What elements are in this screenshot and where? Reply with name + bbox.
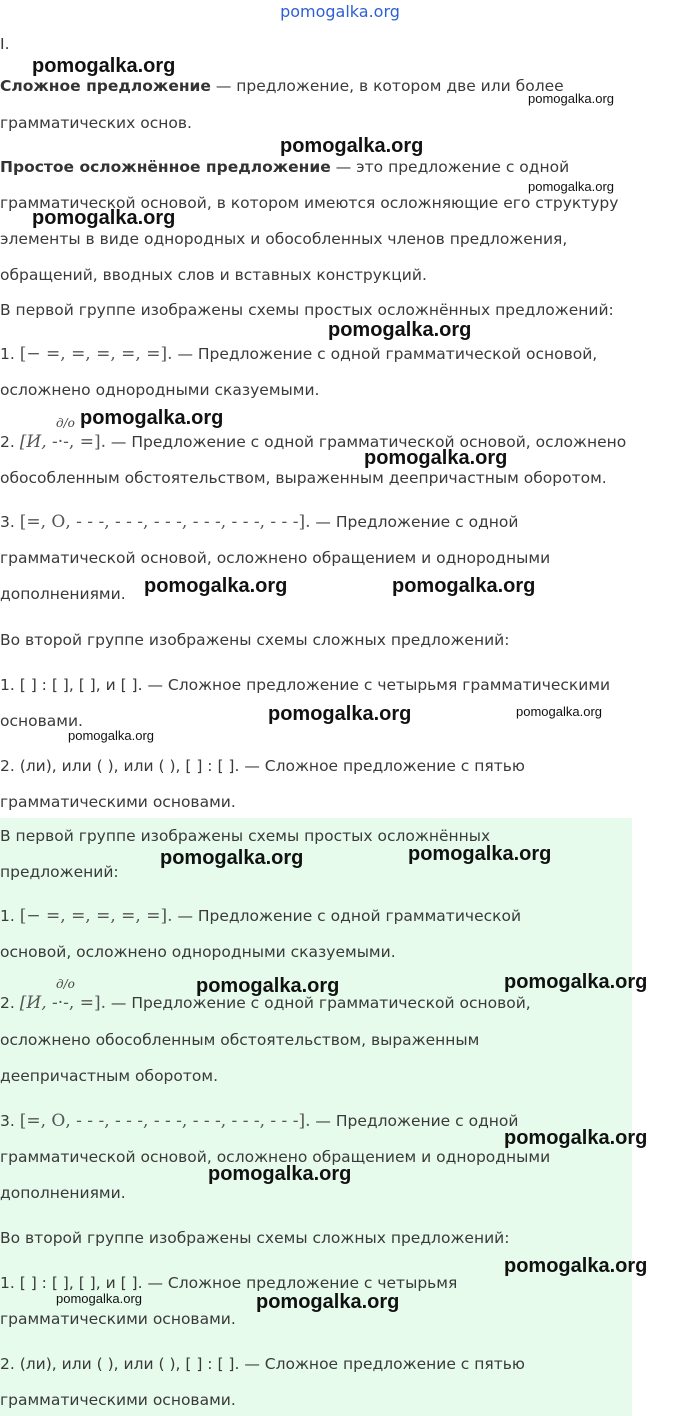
watermark: pomogalka.org <box>364 447 508 469</box>
watermark-small: pomogalka.org <box>528 91 614 106</box>
item-line: грамматическими основами. <box>0 1391 236 1409</box>
group2-intro: Во второй группе изображены схемы сложных предложений: <box>0 631 510 649</box>
scheme-superscript: д/о <box>56 977 75 991</box>
scheme-superscript: д/о <box>56 416 75 430</box>
definition-text: — предложение, в котором две или более <box>210 77 564 95</box>
scheme-formula-3: [=, О, - - -, - - -, - - -, - - -, - - -, - - -]. <box>19 1111 311 1131</box>
item-line: грамматическими основами. <box>0 1310 236 1328</box>
scheme-formula-1: [− =, =, =, =, =]. <box>19 344 173 364</box>
item-number: 3. <box>0 1112 15 1130</box>
item-number: 1. <box>0 345 15 363</box>
watermark: pomogalka.org <box>268 703 412 725</box>
item-line: дополнениями. <box>0 1184 126 1202</box>
watermark: pomogalka.org <box>504 971 648 993</box>
item-line: грамматическими основами. <box>0 793 236 811</box>
scheme-item-3 <box>0 1111 519 1131</box>
watermark: pomogalka.org <box>32 207 176 229</box>
watermark: pomogalka.org <box>328 319 472 341</box>
definition-line: грамматической основой, в котором имеются осложняющие его структуру <box>0 194 619 212</box>
watermark: pomogalka.org <box>256 1291 400 1313</box>
item-line: деепричастным оборотом. <box>0 1067 219 1085</box>
term-simple: Простое осложнённое предложение <box>0 158 331 176</box>
scheme-item-1 <box>0 344 597 364</box>
watermark: pomogalka.org <box>80 407 224 429</box>
complex-item-1: 1. [ ] : [ ], [ ], и [ ]. — Сложное предложение с четырьмя грамматическими <box>0 676 611 694</box>
group1-intro: В первой группе изображены схемы простых осложнённых <box>0 827 491 845</box>
complex-item-2: 2. (ли), или ( ), или ( ), [ ] : [ ]. — Сложное предложение с пятью <box>0 757 525 775</box>
definition-line: обращений, вводных слов и вставных конструкций. <box>0 266 427 284</box>
item-line: основой, осложнено однородными сказуемыми. <box>0 943 396 961</box>
watermark-small: pomogalka.org <box>68 728 154 743</box>
scheme-item-3 <box>0 512 519 532</box>
item-description: — Предложение с одной грамматической <box>172 907 522 925</box>
scheme-formula-2: [И, -·-, =]. <box>19 432 106 452</box>
watermark-small: pomogalka.org <box>528 179 614 194</box>
item-line: обособленным обстоятельством, выраженным деепричастным оборотом. <box>0 469 607 487</box>
item-line: грамматической основой, осложнено обращением и однородными <box>0 549 551 567</box>
scheme-item-2 <box>0 432 626 452</box>
item-line: дополнениями. <box>0 585 126 603</box>
definition-line: грамматических основ. <box>0 114 192 132</box>
site-watermark-link[interactable]: pomogalka.org <box>280 2 400 21</box>
group2-intro: Во второй группе изображены схемы сложных предложений: <box>0 1229 510 1247</box>
item-line: основами. <box>0 712 83 730</box>
scheme-formula-1: [− =, =, =, =, =]. <box>19 906 173 926</box>
definition-complex <box>0 76 564 96</box>
term-complex: Сложное предложение <box>0 77 211 95</box>
item-line: предложений: <box>0 863 119 881</box>
group1-intro: В первой группе изображены схемы простых осложнённых предложений: <box>0 301 614 319</box>
item-number: 2. <box>0 994 15 1012</box>
item-number: 1. <box>0 907 15 925</box>
item-line: осложнено обособленным обстоятельством, выраженным <box>0 1031 480 1049</box>
item-description: — Предложение с одной <box>310 513 519 531</box>
scheme-item-1 <box>0 906 521 926</box>
watermark: pomogalka.org <box>144 575 288 597</box>
scheme-formula-3: [=, О, - - -, - - -, - - -, - - -, - - -, - - -]. <box>19 512 311 532</box>
item-line: грамматической основой, осложнено обращением и однородными <box>0 1148 551 1166</box>
watermark: pomogalka.org <box>504 1255 648 1277</box>
definition-text: — это предложение с одной <box>330 158 570 176</box>
scheme-formula-2: [И, -·-, =]. <box>19 993 106 1013</box>
watermark-small: pomogalka.org <box>516 704 602 719</box>
watermark: pomogalka.org <box>208 1163 352 1185</box>
watermark-small: pomogalka.org <box>56 1291 142 1306</box>
section-label: I. <box>0 35 10 53</box>
definition-simple <box>0 157 569 177</box>
item-number: 3. <box>0 513 15 531</box>
watermark: pomogalka.org <box>32 55 176 77</box>
watermark: pomogalka.org <box>392 575 536 597</box>
watermark: pomogalka.org <box>504 1127 648 1149</box>
watermark: pomogalka.org <box>280 135 424 157</box>
definition-line: элементы в виде однородных и обособленных членов предложения, <box>0 230 568 248</box>
item-description: — Предложение с одной <box>310 1112 519 1130</box>
item-description: — Предложение с одной грамматической основой, <box>106 994 531 1012</box>
watermark: pomogalka.org <box>160 847 304 869</box>
item-description: — Предложение с одной грамматической основой, <box>172 345 598 363</box>
watermark: pomogalka.org <box>408 843 552 865</box>
complex-item-1: 1. [ ] : [ ], [ ], и [ ]. — Сложное предложение с четырьмя <box>0 1274 458 1292</box>
item-line: осложнено однородными сказуемыми. <box>0 381 320 399</box>
item-description: — Предложение с одной грамматической основой, осложнено <box>106 433 627 451</box>
complex-item-2: 2. (ли), или ( ), или ( ), [ ] : [ ]. — Сложное предложение с пятью <box>0 1355 525 1373</box>
item-number: 2. <box>0 433 15 451</box>
watermark: pomogalka.org <box>196 975 340 997</box>
